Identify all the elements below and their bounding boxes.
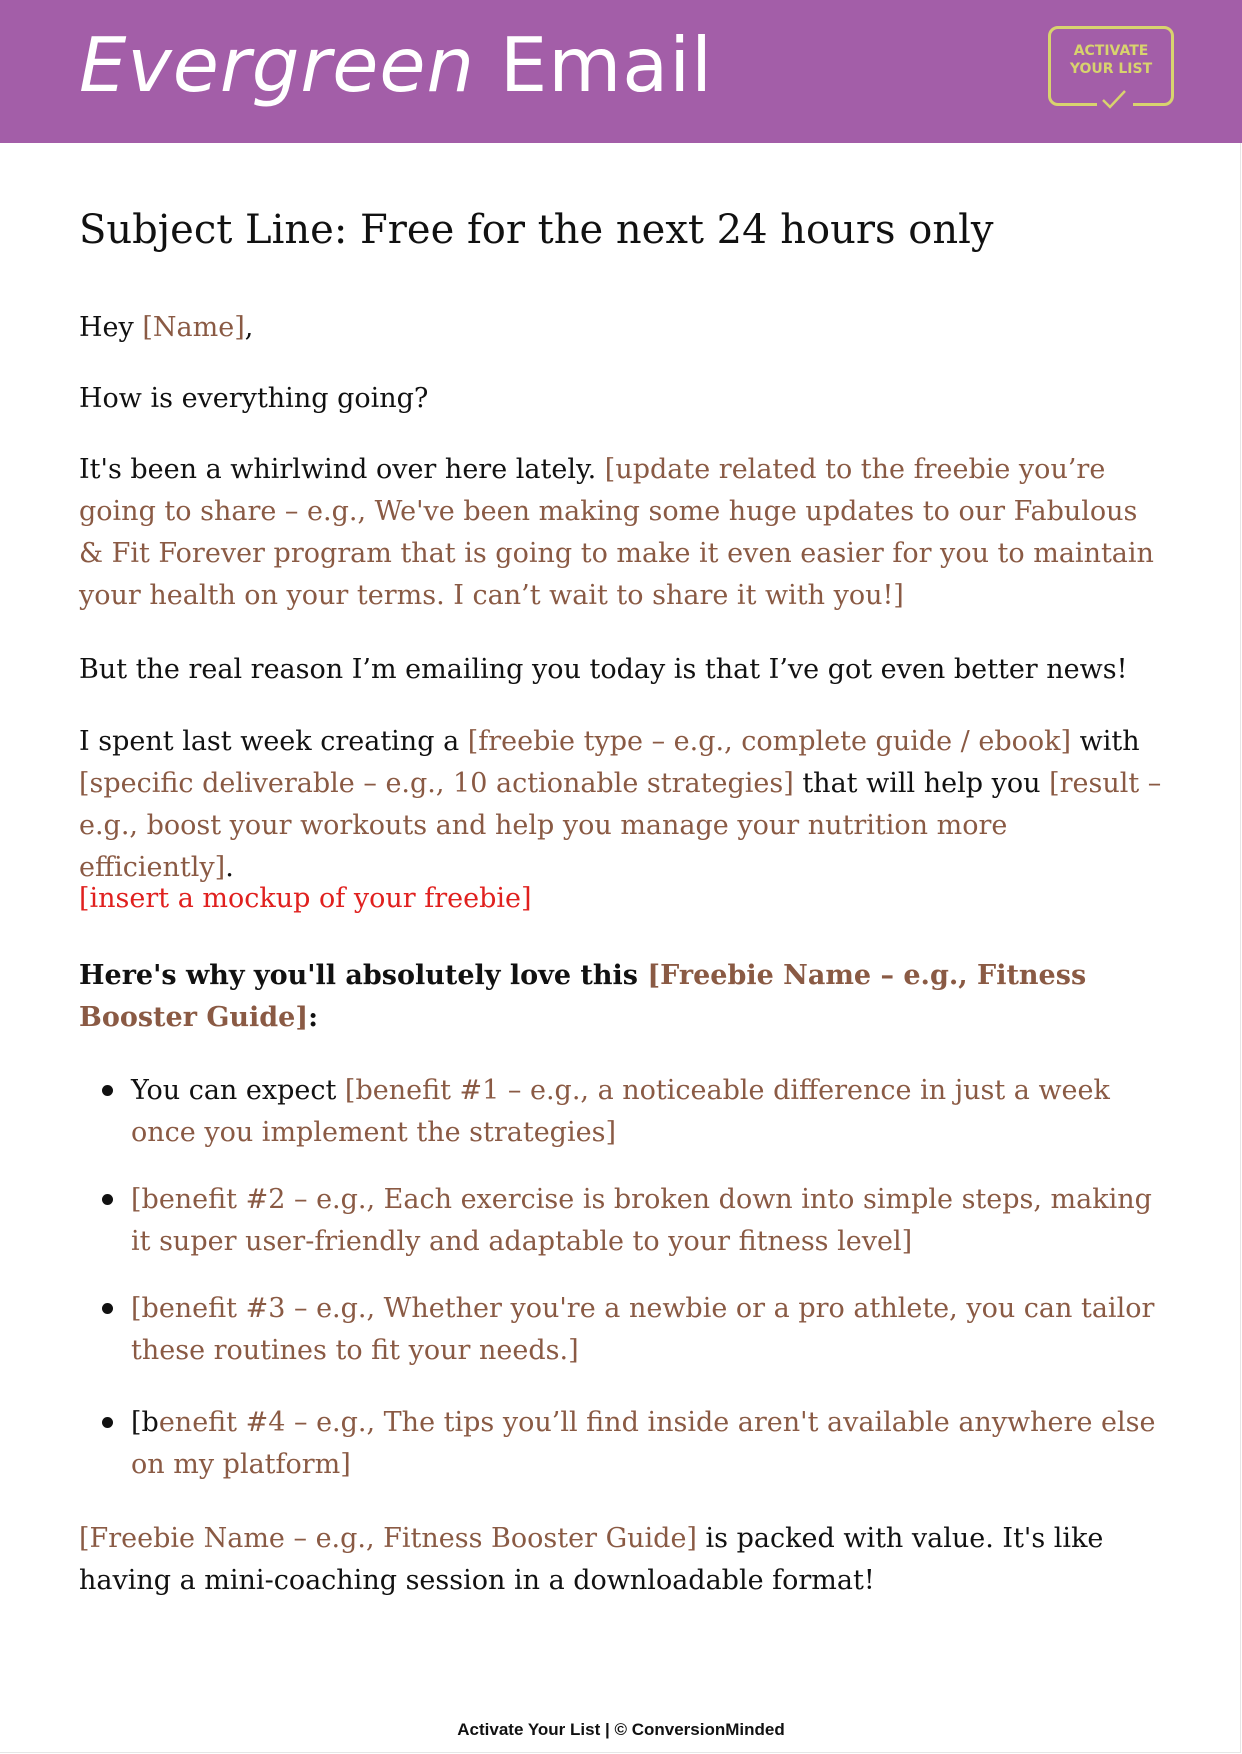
paragraph-4 [79,721,1169,889]
bullet-icon [102,1417,113,1428]
paragraph-2 [79,449,1169,617]
list-item [131,1288,1171,1372]
mockup-placeholder: [insert a mockup of your freebie] [79,883,532,914]
badge-line2: YOUR LIST [1069,61,1153,77]
subject-line: Subject Line: Free for the next 24 hours only [79,207,994,253]
why-end: : [308,1002,319,1033]
closing-paragraph [79,1518,1169,1602]
p4-g: . [225,852,234,883]
paragraph-1: How is everything going? [79,383,429,414]
greeting-end: , [244,312,254,343]
why-placeholder: [Freebie Name – e.g., Fitness Booster Guide] [79,960,1087,1033]
bullet-icon [102,1194,113,1205]
p4-f: [result – e.g., boost your workouts and help you manage your nutrition more efficiently] [79,768,1162,883]
bullet-icon [102,1085,113,1096]
title-rest: Email [475,21,713,109]
benefit-placeholder: [benefit #1 – e.g., a noticeable difference in just a week once you implement the strategies] [131,1075,1110,1148]
p4-b: [freebie type – e.g., complete guide / ebook] [467,726,1072,757]
benefit-placeholder: [benefit #3 – e.g., Whether you're a newbie or a pro athlete, you can tailor these routines to fit your needs.] [131,1293,1155,1366]
title-italic: Evergreen [79,21,476,109]
checkmark-icon [1101,89,1127,109]
activate-your-list-logo [1048,26,1174,106]
closing-placeholder: [Freebie Name – e.g., Fitness Booster Guide] [79,1523,697,1554]
p4-e: that will help you [793,768,1050,799]
page-title [79,21,713,109]
benefit-text: You can expect [131,1075,345,1106]
p4-a: I spent last week creating a [79,726,468,757]
greeting-text: Hey [79,312,143,343]
closing-text: is packed with value. It's like having a mini-coaching session in a downloadable format! [79,1523,1104,1596]
badge-line1: ACTIVATE [1073,43,1149,59]
list-item [131,1402,1171,1486]
bullet-icon [102,1303,113,1314]
greeting [79,307,1169,349]
p2-placeholder: [update related to the freebie you’re going to share – e.g., We've been making some huge updates to our Fabulous & Fit Forever program that is going to make it even easier for you to maintain your health on your terms. I can’t wait to share it with you!] [79,454,1154,611]
list-item [131,1070,1171,1154]
header-banner [0,0,1242,143]
why-text: Here's why you'll absolutely love this [79,960,648,991]
p4-c: with [1071,726,1140,757]
benefit-placeholder: [benefit #2 – e.g., Each exercise is broken down into simple steps, making it super user-friendly and adaptable to your fitness level] [131,1184,1152,1257]
list-item [131,1179,1171,1263]
paragraph-3: But the real reason I’m emailing you today is that I’ve got even better news! [79,654,1128,685]
p4-d: [specific deliverable – e.g., 10 actionable strategies] [79,768,794,799]
p2-text: It's been a whirlwind over here lately. [79,454,605,485]
benefit-placeholder: enefit #4 – e.g., The tips you’ll find inside aren't available anywhere else on my platform] [131,1407,1156,1480]
why-heading [79,955,1169,1039]
footer: Activate Your List | © ConversionMinded [457,1720,785,1739]
benefit-text: [b [131,1407,159,1438]
name-placeholder: [Name] [142,312,245,343]
